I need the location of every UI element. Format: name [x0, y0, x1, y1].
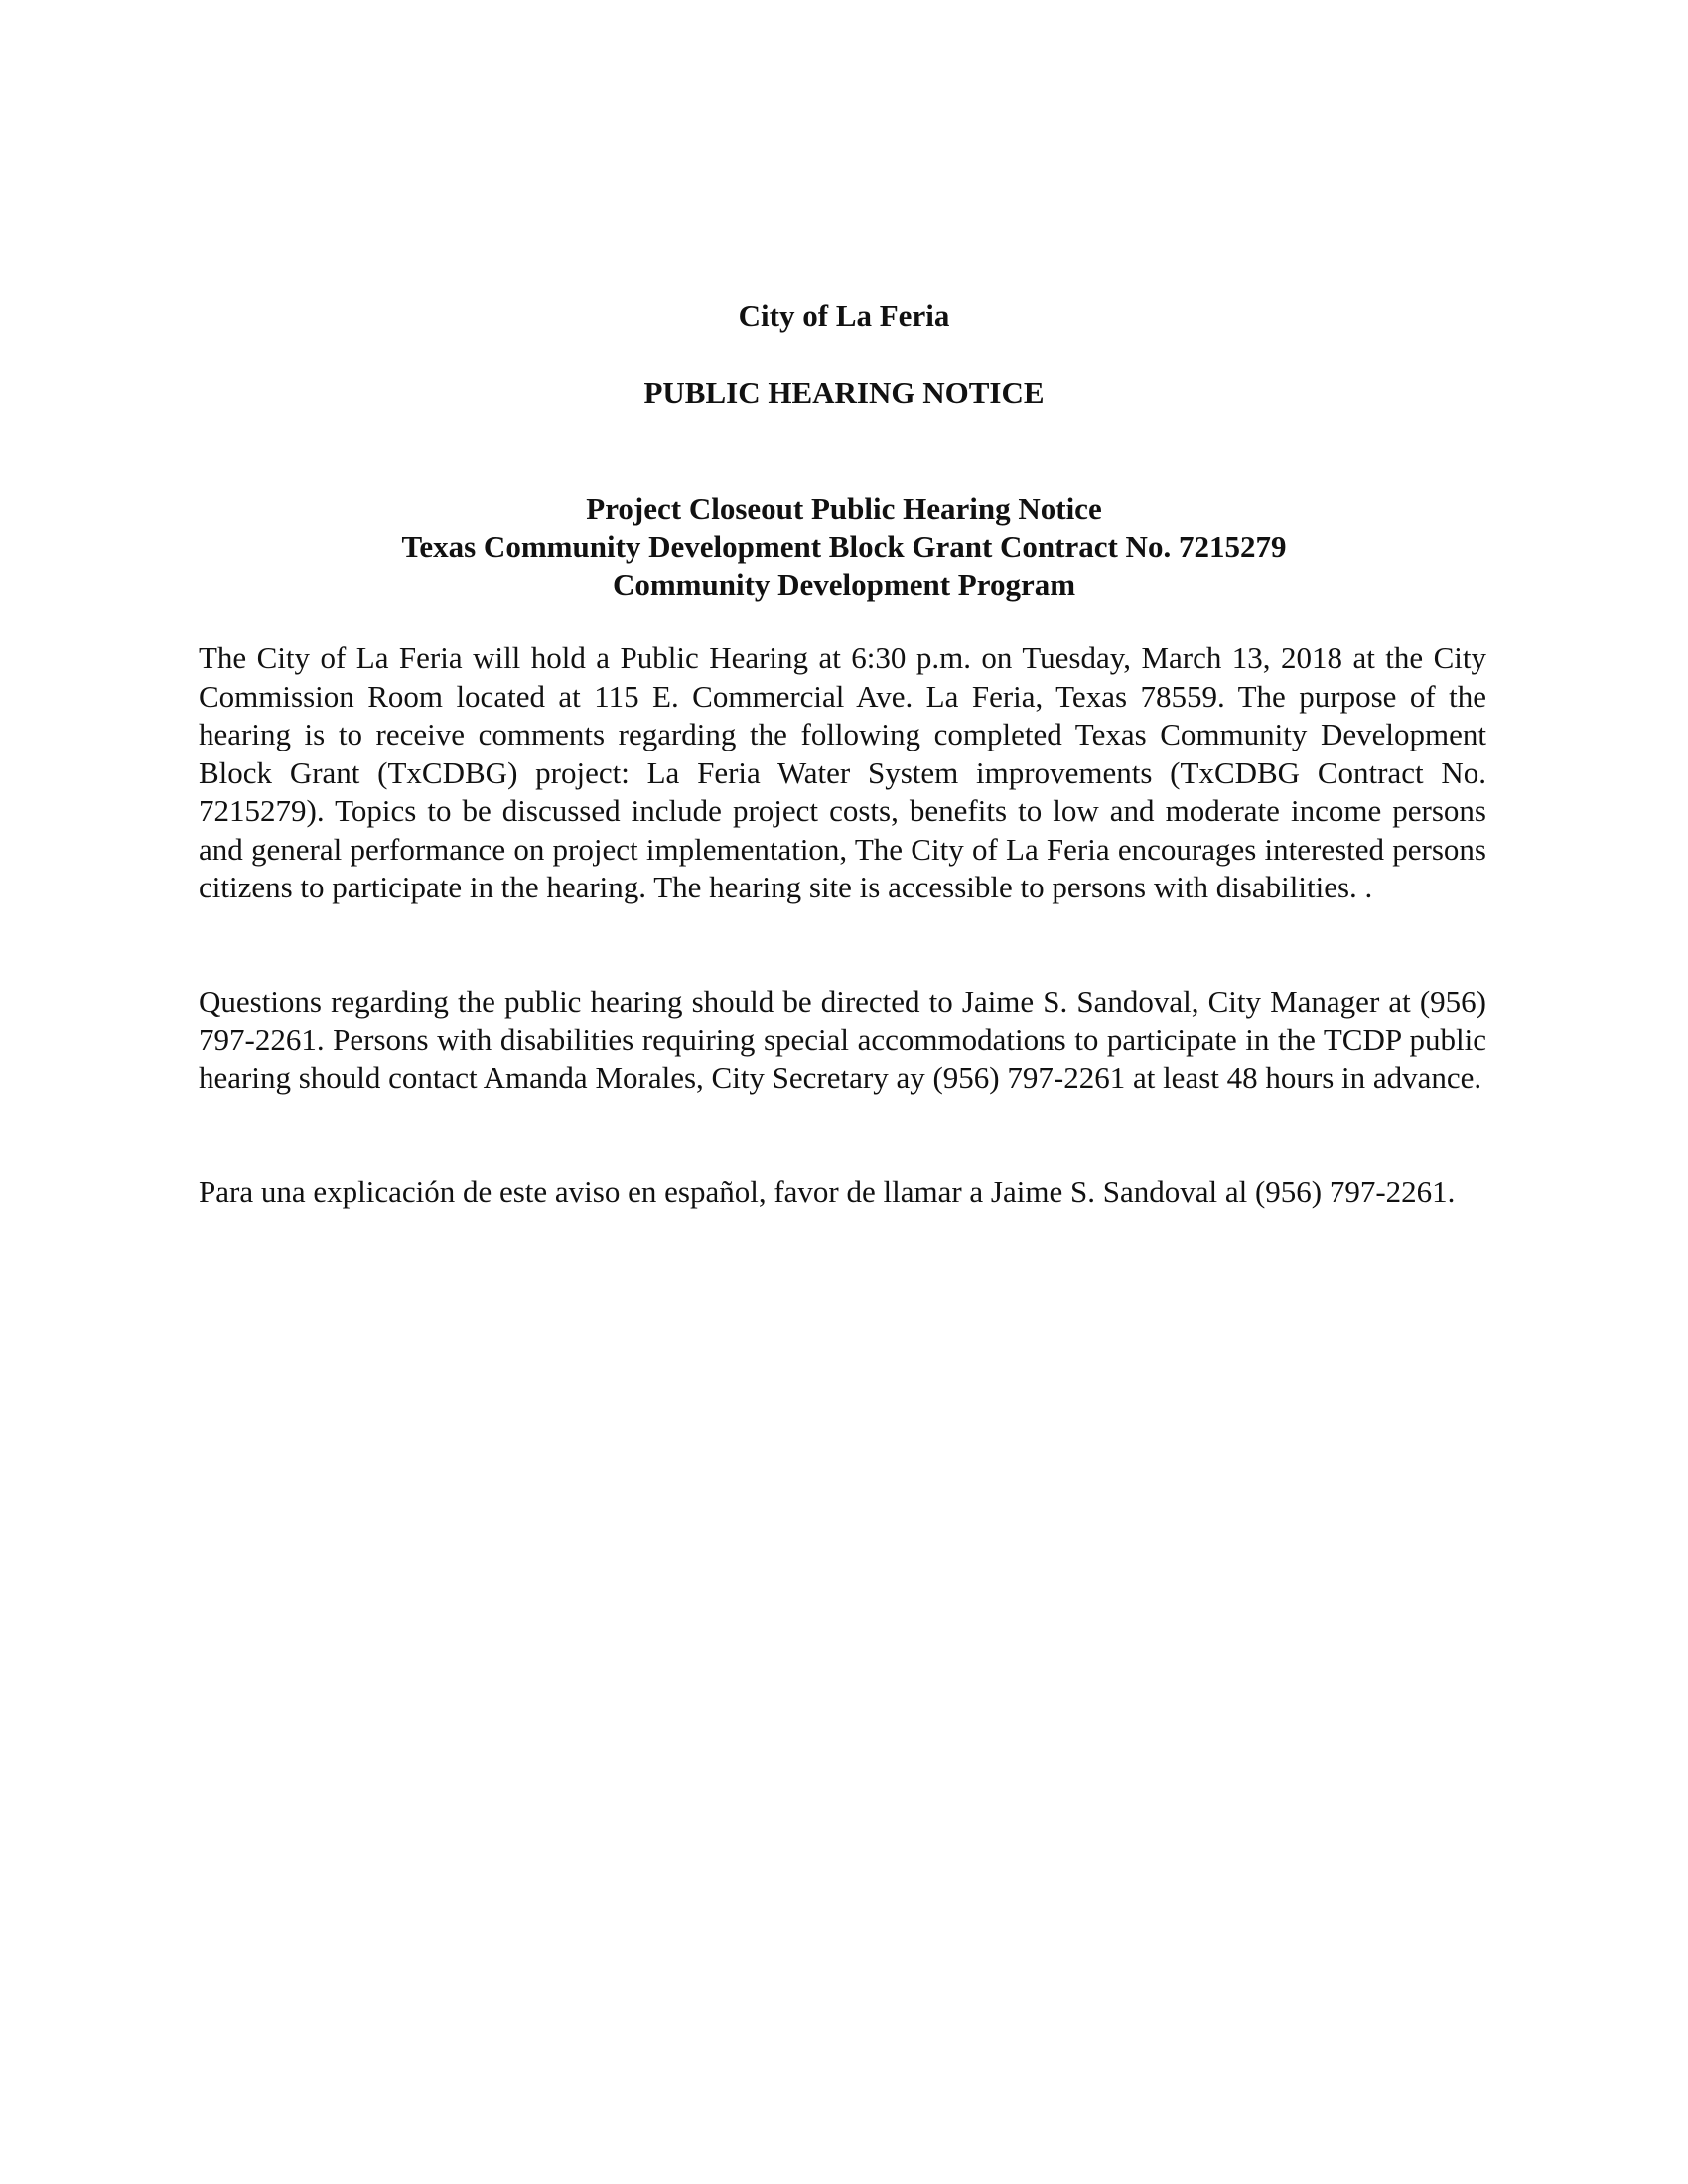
project-subheading [0, 490, 1688, 604]
subheading-line-program: Community Development Program [612, 567, 1076, 602]
notice-title: PUBLIC HEARING NOTICE [643, 375, 1045, 410]
subheading-line-project-closeout: Project Closeout Public Hearing Notice [586, 491, 1102, 526]
subheading-line-grant-contract: Texas Community Development Block Grant Contract No. 7215279 [401, 529, 1287, 564]
spanish-notice-paragraph: Para una explicación de este aviso en español, favor de llamar a Jaime S. Sandoval al (956) 797-2261. [199, 1174, 1456, 1209]
hearing-details-paragraph: The City of La Feria will hold a Public Hearing at 6:30 p.m. on Tuesday, March 13, 2018 at the City Commission Room located at 115 E. Commercial Ave. La Feria, Texas 78559. The purpose of the hearing is to receive comments regarding the following completed Texas Community Development Block Grant (TxCDBG) project: La Feria Water System improvements (TxCDBG Contract No. 7215279). Topics to be discussed include project costs, benefits to low and moderate income persons and general performance on project implementation, The City of La Feria encourages interested persons citizens to participate in the hearing. The hearing site is accessible to persons with disabilities. . [199, 640, 1486, 904]
contact-paragraph: Questions regarding the public hearing should be directed to Jaime S. Sandoval, City Manager at (956) 797-2261. Persons with disabilities requiring special accommodations to participate in the TCDP public hearing should contact Amanda Morales, City Secretary ay (956) 797-2261 at least 48 hours in advance. [199, 984, 1486, 1095]
org-name-heading: City of La Feria [738, 298, 950, 333]
